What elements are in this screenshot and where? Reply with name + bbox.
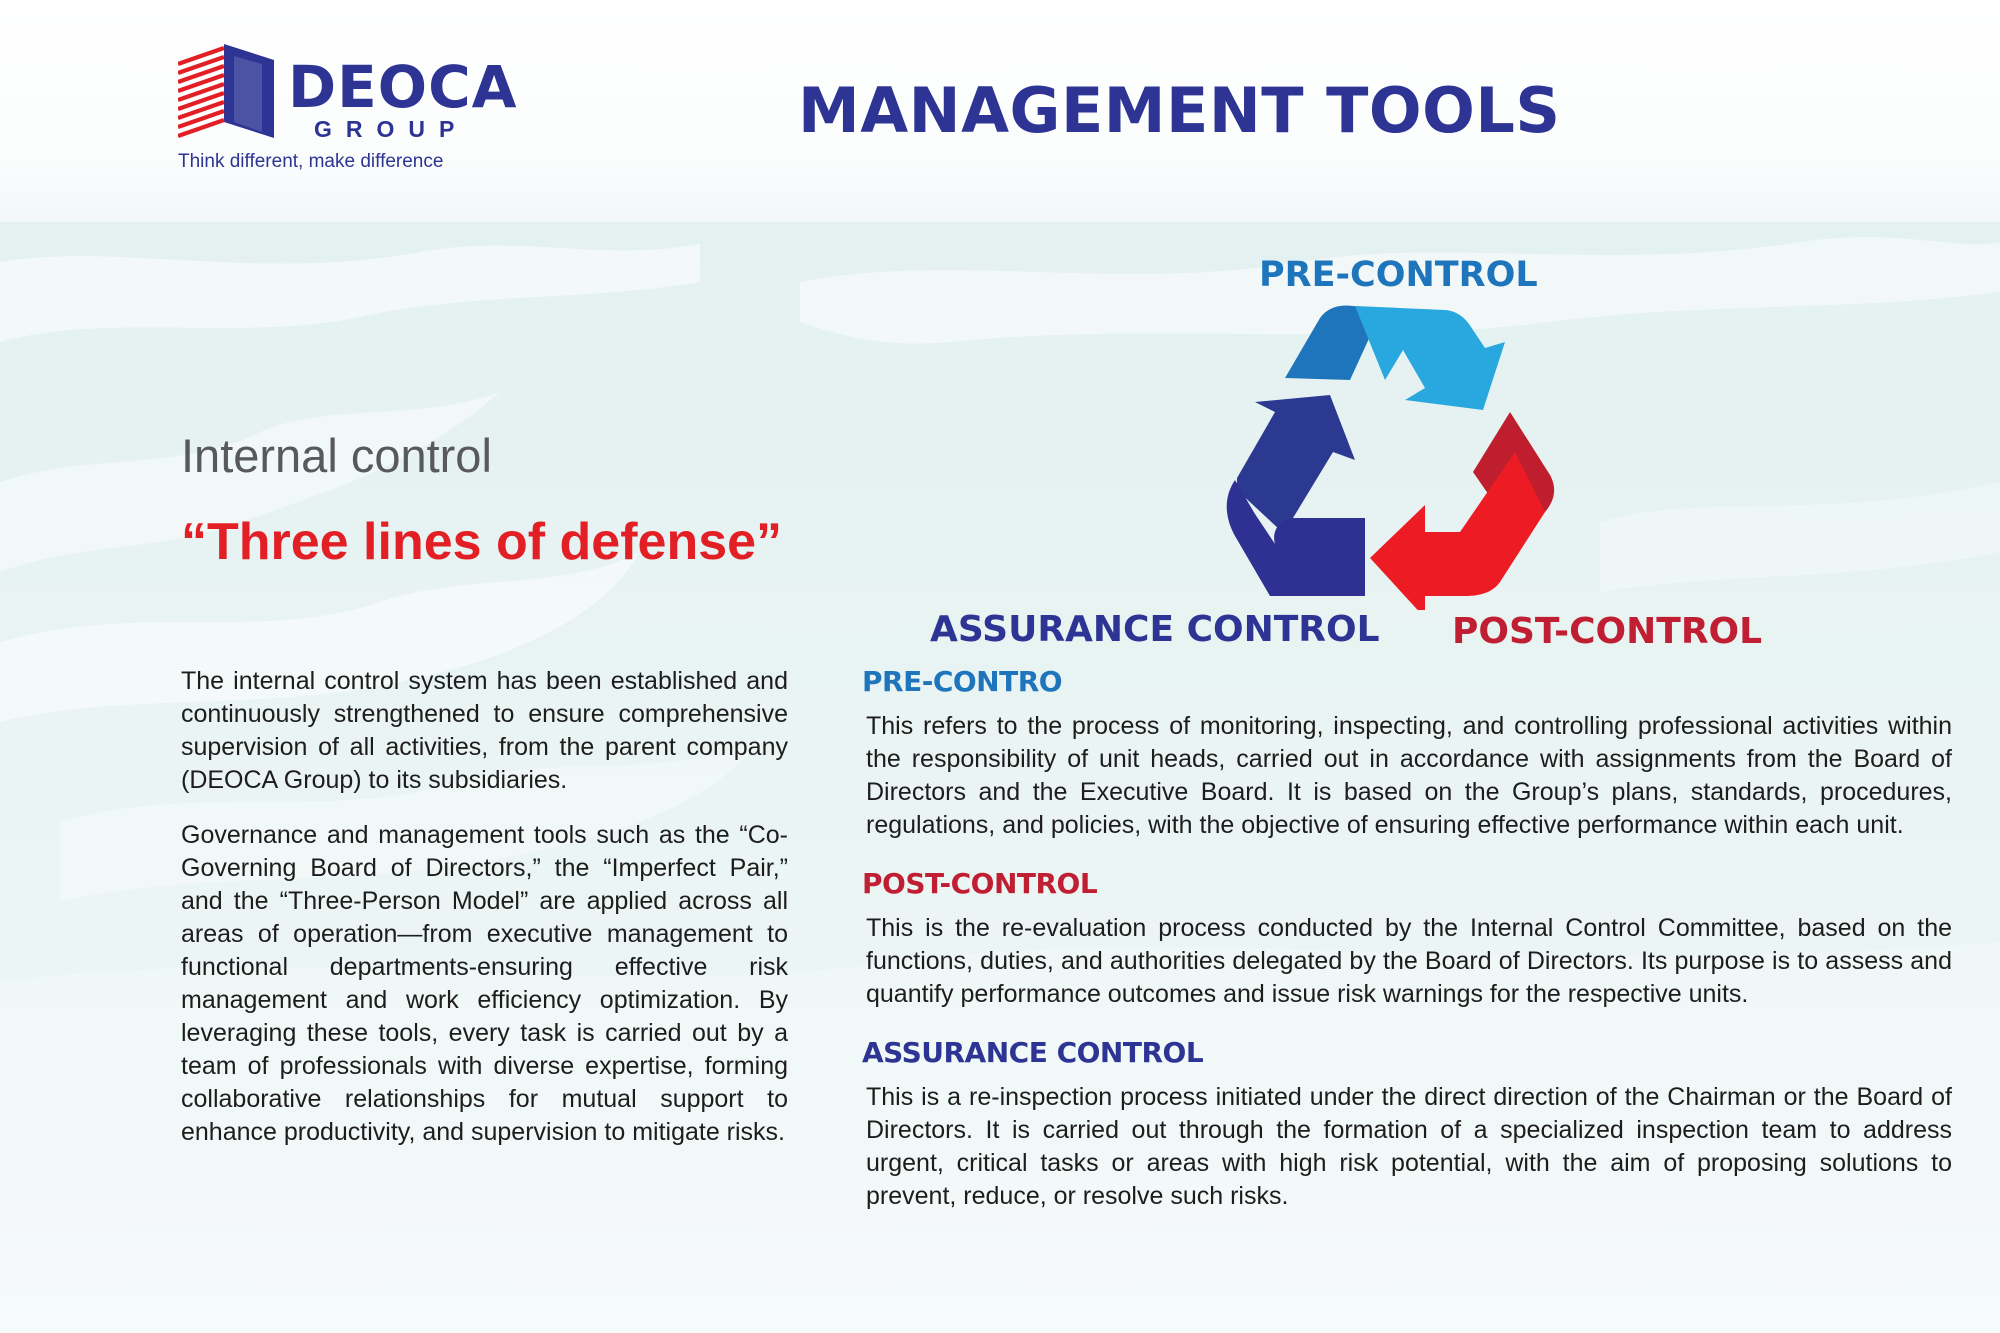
- section-body: This is the re-evaluation process conducted by the Internal Control Committee, based on the functions, duties, and authorities delegated by the Board of Directors. Its purpose is to assess and quantify performance outcomes and issue risk warnings for the respective units.: [866, 914, 1952, 1008]
- section-title: ASSURANCE CONTROL: [862, 1036, 1204, 1069]
- brand-group: GROUP: [314, 116, 469, 142]
- brand-name: DEOCA: [288, 53, 518, 121]
- section-assurance-control: [862, 1036, 1952, 1213]
- section-title: PRE-CONTRO: [862, 665, 1063, 698]
- section-post-control: [862, 867, 1952, 1011]
- section-pre-control: [862, 665, 1952, 842]
- intro-paragraph: Governance and management tools such as the “Co-Governing Board of Directors,” the “Imperfect Pair,” and the “Three-Person Model” are applied across all areas of operation—from executive management to functional departments-ensuring effective risk management and work efficiency optimization. By leveraging these tools, every task is carried out by a team of professionals with diverse expertise, forming collaborative relationships for mutual support to enhance productivity, and supervision to mitigate risks.: [181, 821, 788, 1146]
- control-descriptions: [862, 665, 1952, 1241]
- section-headline: “Three lines of defense”: [181, 513, 783, 571]
- page-title: MANAGEMENT TOOLS: [798, 74, 1561, 147]
- brand-tagline: Think different, make difference: [178, 151, 444, 172]
- section-body: This refers to the process of monitoring, inspecting, and controlling professional activities within the responsibility of unit heads, carried out in accordance with assignments from the Board of Directors and the Executive Board. It is based on the Group’s plans, standards, procedures, regulations, and policies, with the objective of ensuring effective performance within each unit.: [866, 712, 1952, 839]
- section-body: This is a re-inspection process initiated under the direct direction of the Chairman or the Board of Directors. It is carried out through the formation of a specialized inspection team to address urgent, critical tasks or areas with high risk potential, with the aim of proposing solutions to prevent, reduce, or resolve such risks.: [866, 1083, 1952, 1210]
- intro-paragraph: The internal control system has been established and continuously strengthened to ensure comprehensive supervision of all activities, from the parent company (DEOCA Group) to its subsidiaries.: [181, 667, 788, 794]
- company-logo: [178, 40, 518, 180]
- diagram-label-pre-control: PRE-CONTROL: [1259, 255, 1538, 295]
- diagram-label-assurance-control: ASSURANCE CONTROL: [930, 609, 1380, 650]
- building-stripes-logo: [178, 42, 274, 138]
- recycle-cycle-icon: [1215, 300, 1575, 610]
- intro-text: [181, 665, 788, 1171]
- diagram-label-post-control: POST-CONTROL: [1452, 611, 1763, 652]
- section-subtitle: Internal control: [181, 429, 492, 482]
- section-title: POST-CONTROL: [862, 867, 1098, 900]
